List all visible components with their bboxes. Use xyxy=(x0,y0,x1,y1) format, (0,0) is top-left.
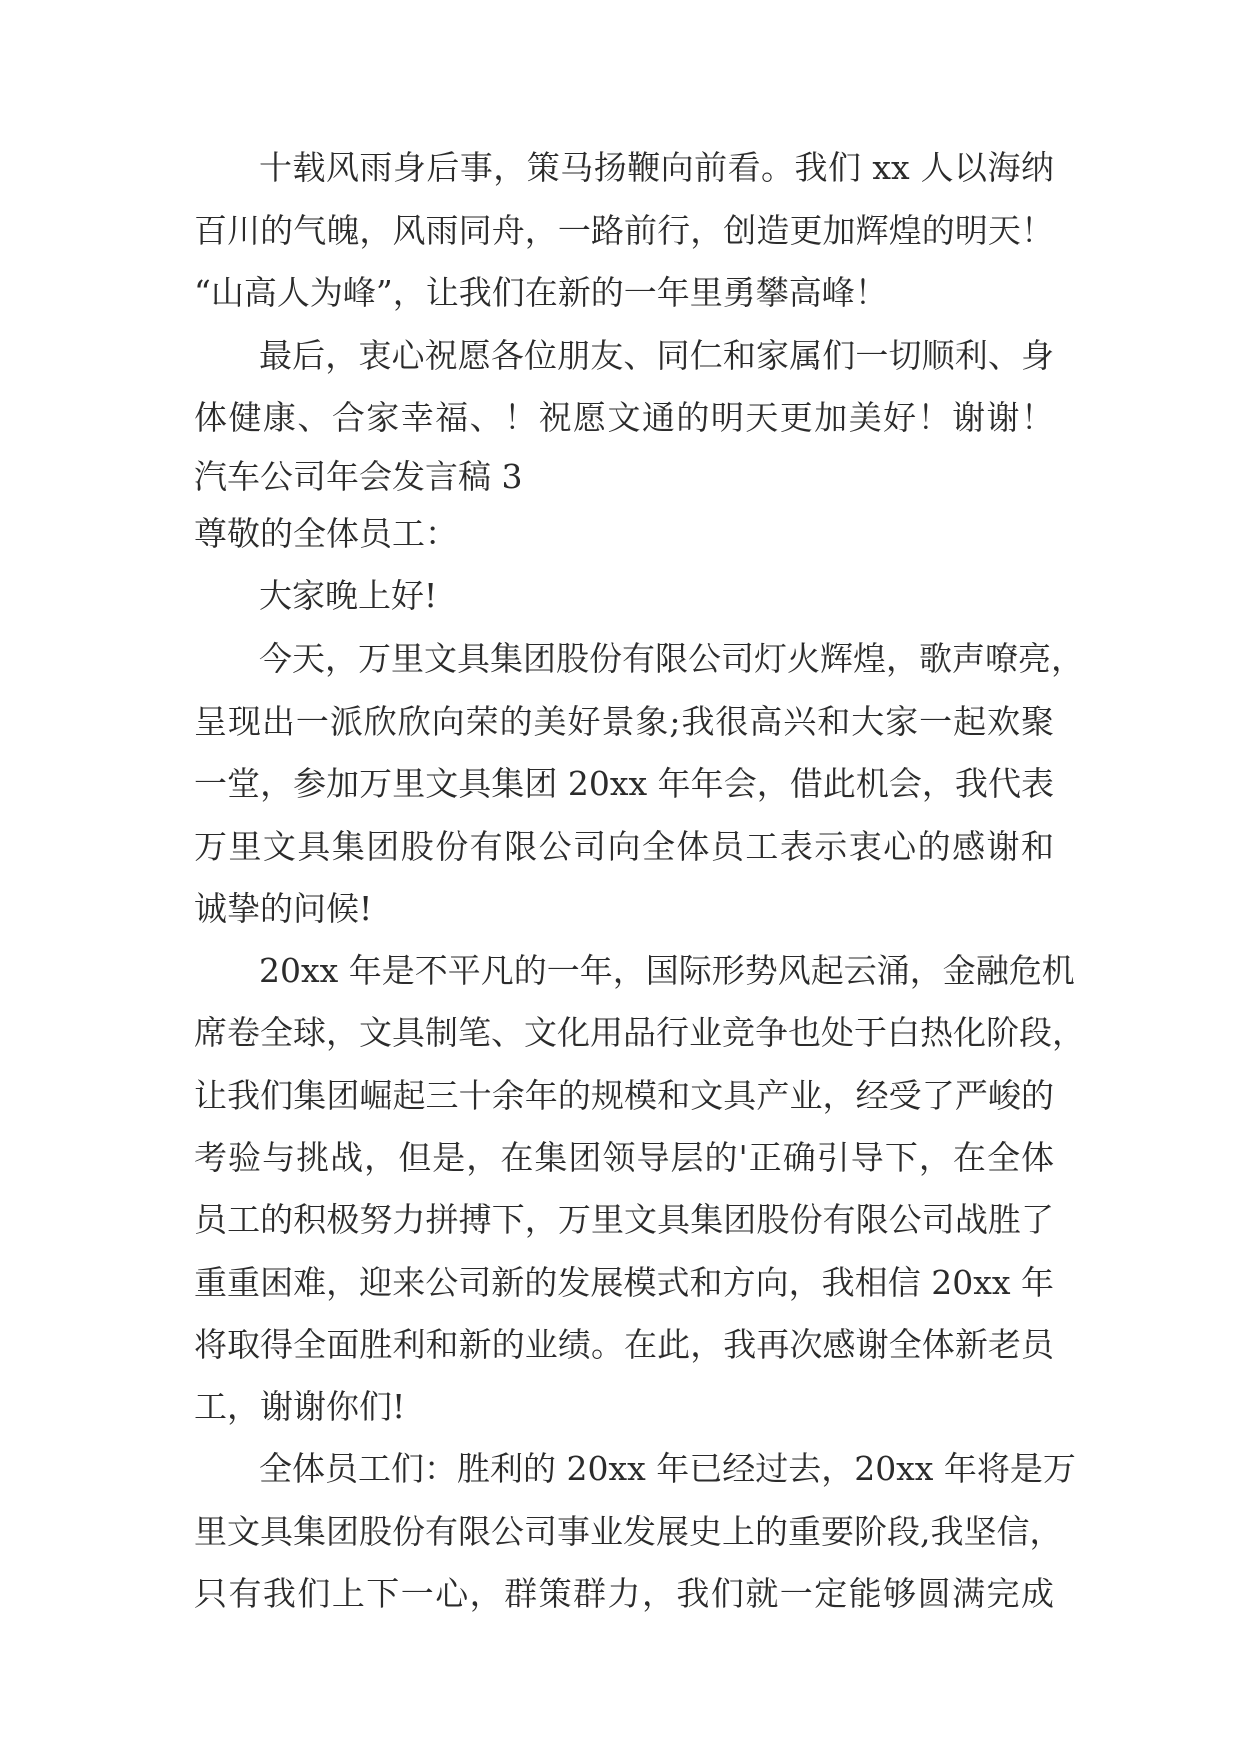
paragraph-line: 只有我们上下一心，群策群力，我们就一定能够圆满完成 xyxy=(194,1574,1054,1613)
salutation: 尊敬的全体员工： xyxy=(194,514,458,553)
paragraph-line: 万里文具集团股份有限公司向全体员工表示衷心的感谢和 xyxy=(194,827,1054,866)
paragraph-line: 里文具集团股份有限公司事业发展史上的重要阶段,我坚信， xyxy=(194,1512,1063,1551)
section-title: 汽车公司年会发言稿 3 xyxy=(194,457,523,496)
paragraph-line: 百川的气魄，风雨同舟，一路前行，创造更加辉煌的明天！ xyxy=(194,211,1054,250)
paragraph-line: “山高人为峰”，让我们在新的一年里勇攀高峰！ xyxy=(194,273,888,312)
paragraph-line: 十载风雨身后事，策马扬鞭向前看。我们 xx 人以海纳 xyxy=(259,148,1054,187)
paragraph-line: 让我们集团崛起三十余年的规模和文具产业，经受了严峻的 xyxy=(194,1076,1054,1115)
paragraph-line: 诚挚的问候! xyxy=(194,889,373,928)
paragraph-line: 工，谢谢你们! xyxy=(194,1387,406,1426)
paragraph-line: 全体员工们：胜利的 20xx 年已经过去，20xx 年将是万 xyxy=(259,1449,1076,1488)
paragraph-line: 最后，衷心祝愿各位朋友、同仁和家属们一切顺利、身 xyxy=(259,336,1054,375)
paragraph-line: 呈现出一派欣欣向荣的美好景象;我很高兴和大家一起欢聚 xyxy=(194,702,1054,741)
paragraph-line: 考验与挑战，但是，在集团领导层的'正确引导下，在全体 xyxy=(194,1138,1054,1177)
paragraph-line: 席卷全球，文具制笔、文化用品行业竞争也处于白热化阶段， xyxy=(194,1013,1085,1052)
paragraph-line: 重重困难，迎来公司新的发展模式和方向，我相信 20xx 年 xyxy=(194,1263,1054,1302)
paragraph-line: 员工的积极努力拼搏下，万里文具集团股份有限公司战胜了 xyxy=(194,1200,1054,1239)
paragraph-line: 20xx 年是不平凡的一年，国际形势风起云涌，金融危机 xyxy=(259,951,1075,990)
paragraph-line: 一堂，参加万里文具集团 20xx 年年会，借此机会，我代表 xyxy=(194,764,1054,803)
paragraph-line: 今天，万里文具集团股份有限公司灯火辉煌，歌声嘹亮， xyxy=(259,639,1084,678)
paragraph-line: 将取得全面胜利和新的业绩。在此，我再次感谢全体新老员 xyxy=(194,1325,1054,1364)
paragraph-line: 体健康、合家幸福、！祝愿文通的明天更加美好！谢谢！ xyxy=(194,398,1054,437)
greeting: 大家晚上好! xyxy=(259,576,438,615)
